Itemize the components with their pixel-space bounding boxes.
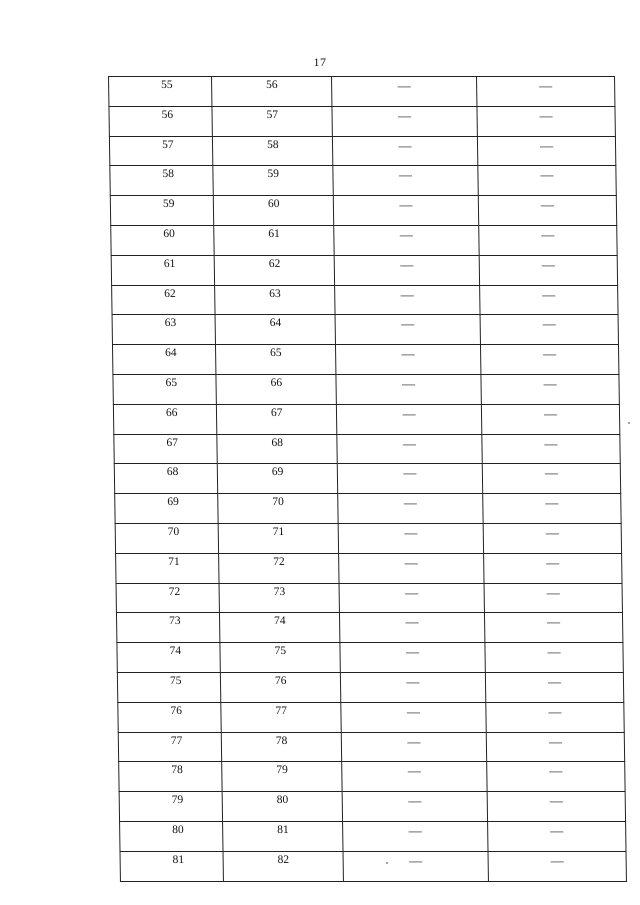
cell-col3 — [332, 77, 477, 107]
cell-col2: 73 — [219, 583, 339, 613]
dash-mark: — — [543, 375, 557, 391]
dash-mark: — — [546, 584, 560, 600]
table-row — [115, 523, 621, 553]
table-row — [113, 404, 619, 434]
cell-col2: 75 — [220, 643, 340, 673]
cell-col1: 73 — [116, 613, 219, 643]
cell-col1: 79 — [119, 792, 222, 822]
cell-col4 — [488, 821, 626, 851]
cell-col4 — [486, 732, 624, 762]
table-row — [118, 732, 624, 762]
cell-col1: 77 — [118, 732, 221, 762]
dash-mark: — — [550, 822, 564, 838]
dash-mark: — — [404, 524, 418, 540]
cell-col1: 75 — [117, 672, 220, 702]
cell-col2: 78 — [221, 732, 341, 762]
dash-mark: — — [405, 584, 419, 600]
cell-col4 — [481, 404, 619, 434]
dash-mark: — — [401, 316, 415, 332]
cell-col1: 59 — [110, 196, 213, 226]
cell-col4 — [477, 77, 615, 107]
cell-col2: 66 — [216, 374, 336, 404]
cell-col1: 76 — [118, 702, 221, 732]
cell-col4 — [482, 434, 620, 464]
cell-col4 — [482, 464, 620, 494]
cell-col1: 71 — [116, 553, 219, 583]
cell-col3 — [332, 106, 477, 136]
dash-mark: — — [549, 793, 563, 809]
cell-col1: 57 — [109, 136, 212, 166]
table-row — [113, 374, 619, 404]
table-row — [116, 613, 622, 643]
cell-col4 — [485, 672, 623, 702]
dash-mark: — — [541, 256, 555, 272]
cell-col3 — [336, 404, 481, 434]
cell-col1: 58 — [110, 166, 213, 196]
cell-col3 — [335, 285, 480, 315]
dash-mark: — — [548, 703, 562, 719]
cell-col4 — [478, 196, 616, 226]
cell-col3 — [338, 494, 483, 524]
dash-mark: — — [399, 197, 413, 213]
cell-col1: 78 — [119, 762, 222, 792]
cell-col1: 56 — [109, 106, 212, 136]
dash-mark: — — [542, 316, 556, 332]
cell-col2: 59 — [213, 166, 333, 196]
cell-col1: 68 — [114, 464, 217, 494]
cell-col1: 74 — [117, 643, 220, 673]
cell-col3 — [339, 583, 484, 613]
dash-mark: — — [402, 405, 416, 421]
cell-col1: 55 — [109, 77, 212, 107]
cell-col2: 77 — [221, 702, 341, 732]
cell-col3 — [333, 166, 478, 196]
dash-mark: — — [401, 375, 416, 391]
cell-col3 — [339, 613, 484, 643]
scan-speck — [628, 422, 630, 424]
cell-col4 — [480, 345, 618, 375]
dash-mark: — — [539, 137, 554, 153]
scan-speck — [386, 862, 388, 864]
cell-col2: 80 — [222, 792, 342, 822]
cell-col1: 60 — [111, 225, 214, 255]
cell-col3 — [338, 523, 483, 553]
table-row — [109, 106, 615, 136]
dash-mark: — — [400, 286, 414, 302]
dash-mark: — — [545, 495, 559, 511]
dash-mark: — — [540, 167, 554, 183]
cell-col4 — [480, 285, 618, 315]
table-row — [112, 285, 618, 315]
table-row — [119, 792, 625, 822]
cell-col4 — [483, 494, 621, 524]
table-row — [114, 434, 620, 464]
cell-col2: 61 — [214, 225, 334, 255]
dash-mark: — — [541, 226, 555, 242]
cell-col3 — [336, 374, 481, 404]
cell-col2: 68 — [217, 434, 337, 464]
dash-mark: — — [398, 137, 412, 153]
dash-mark: — — [401, 346, 415, 362]
cell-col3 — [340, 672, 485, 702]
table-row — [120, 851, 626, 881]
dash-mark: — — [544, 435, 558, 451]
cell-col2: 65 — [215, 345, 335, 375]
cell-col4 — [484, 613, 622, 643]
cell-col2: 82 — [223, 851, 343, 881]
cell-col3 — [342, 792, 487, 822]
cell-col2: 58 — [212, 136, 332, 166]
dash-mark: — — [546, 554, 560, 570]
cell-col4 — [479, 225, 617, 255]
table-row — [116, 553, 622, 583]
cell-col4 — [481, 374, 619, 404]
cell-col1: 61 — [111, 255, 214, 285]
cell-col2: 74 — [219, 613, 339, 643]
cell-col2: 63 — [215, 285, 335, 315]
cell-col1: 64 — [112, 345, 215, 375]
cell-col4 — [477, 136, 615, 166]
dash-mark: — — [550, 852, 564, 868]
dash-mark: — — [405, 644, 420, 660]
table-row — [110, 196, 616, 226]
table-body — [109, 77, 627, 882]
table-row — [109, 77, 615, 107]
cell-col1: 63 — [112, 315, 215, 345]
dash-mark: — — [548, 733, 562, 749]
dash-mark: — — [405, 614, 419, 630]
dash-mark: — — [545, 524, 559, 540]
table-row — [111, 255, 617, 285]
dash-mark: — — [549, 763, 563, 779]
table-row — [119, 762, 625, 792]
cell-col2: 64 — [215, 315, 335, 345]
dash-mark: — — [408, 793, 422, 809]
cell-col1: 67 — [114, 434, 217, 464]
cell-col2: 57 — [212, 106, 332, 136]
table-row — [117, 643, 623, 673]
cell-col4 — [477, 106, 615, 136]
cell-col2: 79 — [222, 762, 342, 792]
table-row — [112, 345, 618, 375]
cell-col2: 76 — [220, 672, 340, 702]
cell-col1: 80 — [120, 821, 223, 851]
table-row — [117, 672, 623, 702]
dash-mark: — — [408, 822, 422, 838]
dash-mark: — — [402, 435, 417, 451]
dash-mark: — — [409, 852, 423, 868]
dash-mark: — — [542, 286, 556, 302]
dash-mark: — — [544, 465, 558, 481]
cell-col3 — [332, 136, 477, 166]
table-row — [110, 166, 616, 196]
cell-col1: 66 — [113, 404, 216, 434]
dash-mark: — — [400, 256, 414, 272]
cell-col2: 72 — [219, 553, 339, 583]
table-row — [116, 583, 622, 613]
dash-mark: — — [543, 346, 557, 362]
dash-mark: — — [540, 197, 555, 213]
dash-mark: — — [407, 763, 421, 779]
data-table-container — [108, 76, 626, 882]
dash-mark: — — [543, 405, 558, 421]
dash-mark: — — [406, 673, 420, 689]
cell-col2: 70 — [218, 494, 338, 524]
table-row — [115, 494, 621, 524]
cell-col3 — [337, 434, 482, 464]
dash-mark: — — [397, 78, 411, 93]
table-row — [118, 702, 624, 732]
cell-col1: 69 — [115, 494, 218, 524]
cell-col4 — [486, 702, 624, 732]
dash-mark: — — [407, 733, 421, 749]
table-row — [112, 315, 618, 345]
dash-mark: — — [403, 465, 417, 481]
cell-col3 — [334, 255, 479, 285]
cell-col3 — [340, 643, 485, 673]
table-row — [120, 821, 626, 851]
cell-col3 — [335, 345, 480, 375]
dash-mark: — — [403, 495, 417, 511]
cell-col3 — [341, 702, 486, 732]
cell-col3 — [341, 732, 486, 762]
cell-col2: 81 — [223, 821, 343, 851]
page-number: 17 — [313, 55, 327, 69]
cell-col1: 62 — [112, 285, 215, 315]
dash-mark: — — [404, 554, 418, 570]
cell-col3 — [343, 851, 488, 881]
cell-col3 — [339, 553, 484, 583]
table-row — [109, 136, 615, 166]
cell-col2: 71 — [218, 523, 338, 553]
cell-col3 — [334, 225, 479, 255]
cell-col4 — [488, 851, 626, 881]
dash-mark: — — [406, 703, 421, 719]
cell-col2: 67 — [216, 404, 336, 434]
data-table — [108, 76, 627, 882]
dash-mark: — — [539, 78, 553, 93]
dash-mark: — — [546, 614, 561, 630]
cell-col3 — [335, 315, 480, 345]
cell-col2: 62 — [214, 255, 334, 285]
cell-col2: 69 — [217, 464, 337, 494]
cell-col4 — [485, 643, 623, 673]
cell-col1: 72 — [116, 583, 219, 613]
cell-col4 — [487, 762, 625, 792]
cell-col4 — [484, 553, 622, 583]
cell-col4 — [484, 583, 622, 613]
cell-col1: 65 — [113, 374, 216, 404]
dash-mark: — — [398, 167, 413, 183]
cell-col2: 60 — [213, 196, 333, 226]
cell-col4 — [479, 255, 617, 285]
dash-mark: — — [399, 226, 413, 242]
dash-mark: — — [547, 673, 562, 689]
cell-col3 — [343, 821, 488, 851]
cell-col4 — [478, 166, 616, 196]
dash-mark: — — [547, 644, 561, 660]
table-row — [111, 225, 617, 255]
cell-col1: 70 — [115, 523, 218, 553]
cell-col3 — [342, 762, 487, 792]
cell-col4 — [480, 315, 618, 345]
dash-mark: — — [539, 107, 553, 123]
table-row — [114, 464, 620, 494]
cell-col3 — [333, 196, 478, 226]
cell-col2: 56 — [212, 77, 332, 107]
cell-col1: 81 — [120, 851, 223, 881]
dash-mark: — — [397, 107, 412, 123]
cell-col4 — [483, 523, 621, 553]
cell-col3 — [337, 464, 482, 494]
cell-col4 — [487, 792, 625, 822]
